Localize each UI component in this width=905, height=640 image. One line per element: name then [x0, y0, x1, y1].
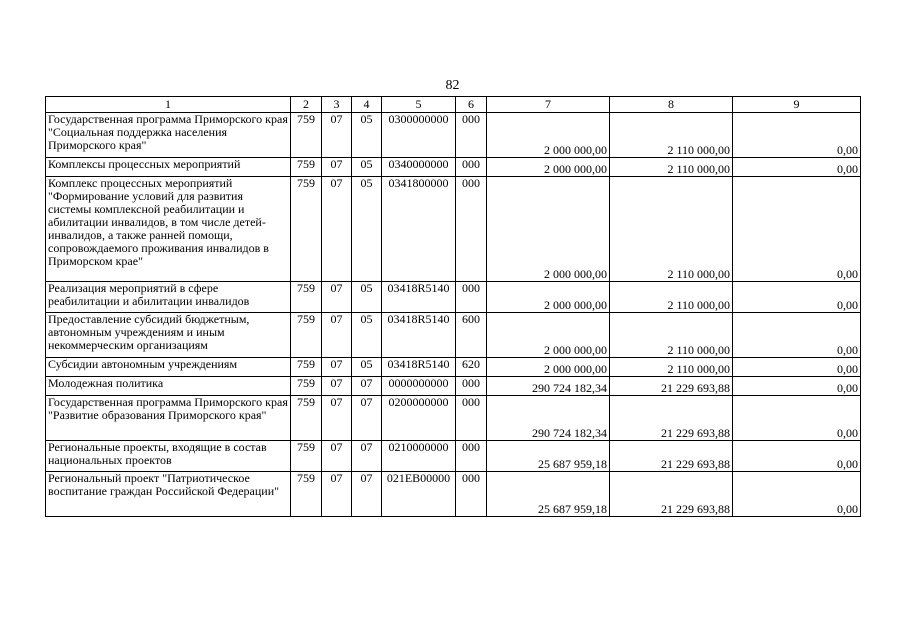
- amount-cell: 290 724 182,34: [487, 377, 610, 396]
- table-row: [46, 441, 861, 472]
- code-cell: 03418R5140: [382, 282, 456, 313]
- code-cell: 759: [291, 358, 322, 377]
- code-cell: 05: [352, 158, 382, 177]
- amount-cell: 0,00: [733, 441, 861, 472]
- amount-cell: 2 000 000,00: [487, 358, 610, 377]
- amount-cell: 2 000 000,00: [487, 177, 610, 282]
- amount-cell: 0,00: [733, 396, 861, 441]
- page-number: 82: [445, 78, 460, 93]
- code-cell: 0300000000: [382, 113, 456, 158]
- header-cell: 5: [382, 97, 456, 113]
- code-cell: 07: [352, 377, 382, 396]
- amount-cell: 2 000 000,00: [487, 282, 610, 313]
- budget-table: [45, 96, 861, 517]
- row-name-cell: Молодежная политика: [46, 377, 291, 396]
- table-row: [46, 396, 861, 441]
- amount-cell: 25 687 959,18: [487, 441, 610, 472]
- row-name-cell: Субсидии автономным учреждениям: [46, 358, 291, 377]
- code-cell: 000: [456, 396, 487, 441]
- amount-cell: 0,00: [733, 282, 861, 313]
- row-name-cell: Государственная программа Приморского края "Социальная поддержка населения Приморского края": [46, 113, 291, 158]
- table-row: [46, 158, 861, 177]
- code-cell: 000: [456, 282, 487, 313]
- amount-cell: 2 000 000,00: [487, 113, 610, 158]
- code-cell: 07: [322, 282, 352, 313]
- header-cell: 2: [291, 97, 322, 113]
- amount-cell: 21 229 693,88: [610, 441, 733, 472]
- table-row: [46, 313, 861, 358]
- code-cell: 759: [291, 177, 322, 282]
- amount-cell: 0,00: [733, 377, 861, 396]
- amount-cell: 25 687 959,18: [487, 472, 610, 517]
- header-row: [46, 97, 861, 113]
- row-name-cell: Предоставление субсидий бюджетным, автономным учреждениям и иным некоммерческим организациям: [46, 313, 291, 358]
- code-cell: 000: [456, 113, 487, 158]
- code-cell: 759: [291, 313, 322, 358]
- table-row: [46, 377, 861, 396]
- code-cell: 07: [322, 113, 352, 158]
- code-cell: 000: [456, 158, 487, 177]
- table-row: [46, 177, 861, 282]
- amount-cell: 2 110 000,00: [610, 113, 733, 158]
- code-cell: 05: [352, 358, 382, 377]
- code-cell: 07: [322, 358, 352, 377]
- amount-cell: 21 229 693,88: [610, 377, 733, 396]
- code-cell: 000: [456, 441, 487, 472]
- amount-cell: 0,00: [733, 313, 861, 358]
- table-row: [46, 472, 861, 517]
- table-row: [46, 113, 861, 158]
- code-cell: 759: [291, 158, 322, 177]
- code-cell: 000: [456, 177, 487, 282]
- amount-cell: 2 000 000,00: [487, 158, 610, 177]
- code-cell: 07: [322, 177, 352, 282]
- code-cell: 07: [322, 441, 352, 472]
- code-cell: 07: [352, 441, 382, 472]
- amount-cell: 0,00: [733, 158, 861, 177]
- code-cell: 05: [352, 313, 382, 358]
- amount-cell: 2 110 000,00: [610, 282, 733, 313]
- amount-cell: 2 110 000,00: [610, 158, 733, 177]
- header-cell: 3: [322, 97, 352, 113]
- amount-cell: 0,00: [733, 177, 861, 282]
- code-cell: 759: [291, 282, 322, 313]
- amount-cell: 2 000 000,00: [487, 313, 610, 358]
- code-cell: 03418R5140: [382, 313, 456, 358]
- row-name-cell: Региональный проект "Патриотическое воспитание граждан Российской Федерации": [46, 472, 291, 517]
- row-name-cell: Региональные проекты, входящие в состав национальных проектов: [46, 441, 291, 472]
- code-cell: 07: [322, 158, 352, 177]
- header-cell: 9: [733, 97, 861, 113]
- row-name-cell: Государственная программа Приморского края "Развитие образования Приморского края": [46, 396, 291, 441]
- amount-cell: 0,00: [733, 113, 861, 158]
- amount-cell: 0,00: [733, 358, 861, 377]
- code-cell: 000: [456, 377, 487, 396]
- code-cell: 759: [291, 396, 322, 441]
- row-name-cell: Комплексы процессных мероприятий: [46, 158, 291, 177]
- code-cell: 05: [352, 282, 382, 313]
- code-cell: 07: [322, 313, 352, 358]
- header-cell: 6: [456, 97, 487, 113]
- code-cell: 0200000000: [382, 396, 456, 441]
- amount-cell: 290 724 182,34: [487, 396, 610, 441]
- code-cell: 0000000000: [382, 377, 456, 396]
- code-cell: 0210000000: [382, 441, 456, 472]
- header-cell: 8: [610, 97, 733, 113]
- amount-cell: 2 110 000,00: [610, 358, 733, 377]
- table-row: [46, 358, 861, 377]
- code-cell: 07: [352, 472, 382, 517]
- amount-cell: 21 229 693,88: [610, 396, 733, 441]
- row-name-cell: Комплекс процессных мероприятий "Формирование условий для развития системы комплексной реабилитации и абилитации инвалидов, в том числе детей-инвалидов, а также ранней помощи, сопровождаемого проживания инвалидов в Приморском крае": [46, 177, 291, 282]
- code-cell: 05: [352, 113, 382, 158]
- table-row: [46, 282, 861, 313]
- header-cell: 4: [352, 97, 382, 113]
- row-name-cell: Реализация мероприятий в сфере реабилитации и абилитации инвалидов: [46, 282, 291, 313]
- code-cell: 021EB00000: [382, 472, 456, 517]
- amount-cell: 21 229 693,88: [610, 472, 733, 517]
- code-cell: 000: [456, 472, 487, 517]
- code-cell: 07: [352, 396, 382, 441]
- code-cell: 759: [291, 441, 322, 472]
- code-cell: 07: [322, 396, 352, 441]
- header-cell: 1: [46, 97, 291, 113]
- code-cell: 07: [322, 472, 352, 517]
- code-cell: 05: [352, 177, 382, 282]
- code-cell: 759: [291, 377, 322, 396]
- code-cell: 07: [322, 377, 352, 396]
- code-cell: 759: [291, 113, 322, 158]
- amount-cell: 0,00: [733, 472, 861, 517]
- amount-cell: 2 110 000,00: [610, 177, 733, 282]
- header-cell: 7: [487, 97, 610, 113]
- code-cell: 03418R5140: [382, 358, 456, 377]
- code-cell: 759: [291, 472, 322, 517]
- amount-cell: 2 110 000,00: [610, 313, 733, 358]
- code-cell: 620: [456, 358, 487, 377]
- code-cell: 600: [456, 313, 487, 358]
- code-cell: 0341800000: [382, 177, 456, 282]
- code-cell: 0340000000: [382, 158, 456, 177]
